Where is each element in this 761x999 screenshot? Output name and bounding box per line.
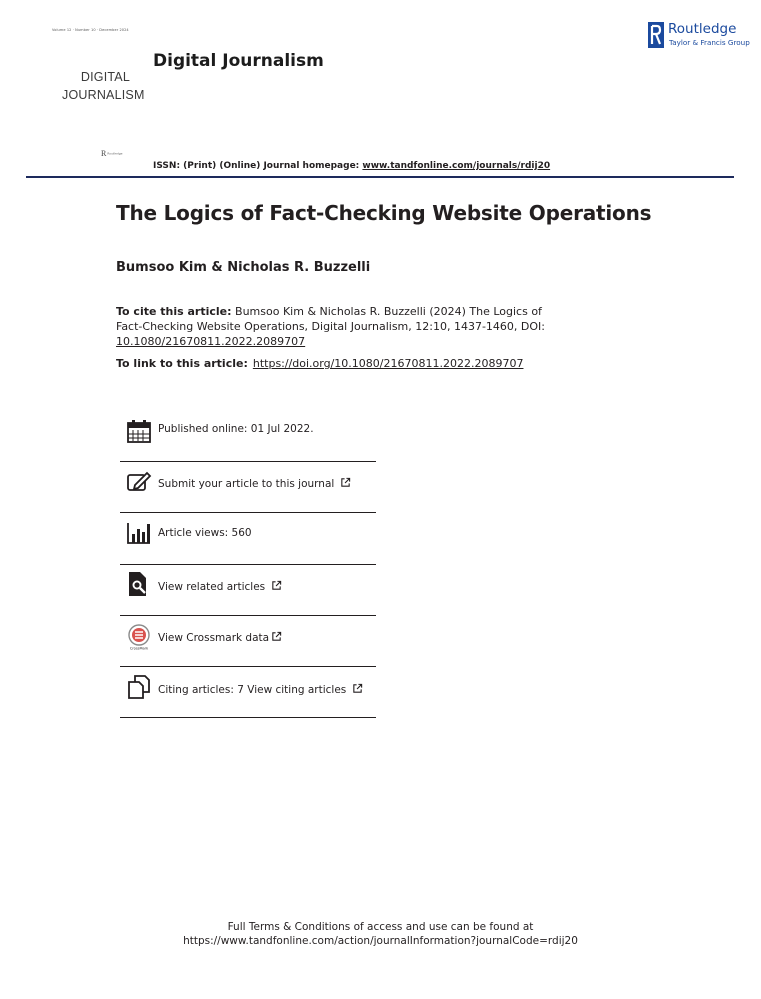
external-link-icon — [271, 580, 282, 591]
issn-prefix: ISSN: (Print) (Online) Journal homepage: — [153, 161, 363, 171]
footer-terms — [0, 920, 761, 948]
citing-text[interactable]: Citing articles: 7 View citing articles — [158, 684, 347, 696]
cover-title-line2: JOURNALISM — [62, 88, 145, 102]
related-text[interactable]: View related articles — [158, 581, 266, 593]
views-text: Article views: 560 — [158, 527, 252, 539]
published-text: Published online: 01 Jul 2022. — [158, 423, 314, 435]
logo-subtitle: Taylor & Francis Group — [669, 38, 750, 47]
footer-line1: Full Terms & Conditions of access and use can be found at — [227, 921, 534, 933]
cover-routledge-icon: R — [101, 149, 107, 158]
cover-meta: Volume 12 · Number 10 · December 2024 — [52, 28, 129, 32]
external-link-icon — [340, 477, 351, 488]
article-link-block — [116, 357, 523, 370]
submit-text[interactable]: Submit your article to this journal — [158, 478, 335, 490]
crossmark-text[interactable]: View Crossmark data — [158, 632, 270, 644]
calendar-icon — [126, 418, 152, 444]
article-title: The Logics of Fact-Checking Website Operations — [116, 201, 652, 225]
info-divider — [120, 717, 376, 718]
cover-title-line1: DIGITAL — [80, 70, 130, 84]
crossmark-icon — [126, 624, 152, 650]
pencil-edit-icon — [126, 469, 152, 495]
routledge-r-icon — [648, 22, 664, 48]
external-link-icon — [352, 683, 363, 694]
journal-name: Digital Journalism — [153, 51, 324, 71]
submit-item[interactable] — [158, 477, 351, 490]
info-divider — [120, 666, 376, 667]
cover-publisher-text: Routledge — [107, 151, 123, 156]
cover-publisher — [101, 149, 123, 158]
cite-label: To cite this article: — [116, 305, 232, 318]
footer-terms-link[interactable]: https://www.tandfonline.com/action/journalInformation?journalCode=rdij20 — [183, 935, 578, 947]
citing-item[interactable] — [158, 683, 363, 696]
header-divider — [26, 176, 734, 178]
info-divider — [120, 564, 376, 565]
logo-name: Routledge — [668, 21, 737, 37]
citing-documents-icon — [126, 674, 152, 700]
issn-line — [153, 161, 550, 171]
journal-homepage-link[interactable]: www.tandfonline.com/journals/rdij20 — [362, 161, 551, 171]
article-authors: Bumsoo Kim & Nicholas R. Buzzelli — [116, 260, 371, 275]
cover-journal-title — [62, 68, 145, 104]
crossmark-item[interactable] — [158, 631, 282, 644]
info-divider — [120, 512, 376, 513]
related-item[interactable] — [158, 580, 282, 593]
citation-block — [116, 304, 556, 349]
cite-doi-link[interactable]: 10.1080/21670811.2022.2089707 — [116, 335, 306, 348]
link-label: To link to this article: — [116, 357, 248, 370]
article-doi-link[interactable]: https://doi.org/10.1080/21670811.2022.2089707 — [252, 357, 524, 370]
info-divider — [120, 615, 376, 616]
document-search-icon — [126, 571, 152, 597]
external-link-icon — [271, 631, 282, 642]
cite-text: Bumsoo Kim & Nicholas R. Buzzelli (2024) The Logics of Fact-Checking Website Operations, Digital Journalism, 12:10, 1437-1460, DOI: — [116, 305, 545, 333]
views-row — [120, 520, 376, 570]
related-row[interactable] — [120, 571, 376, 621]
info-divider — [120, 461, 376, 462]
bar-chart-icon — [126, 520, 152, 546]
crossmark-caption: CrossMark — [129, 646, 149, 650]
